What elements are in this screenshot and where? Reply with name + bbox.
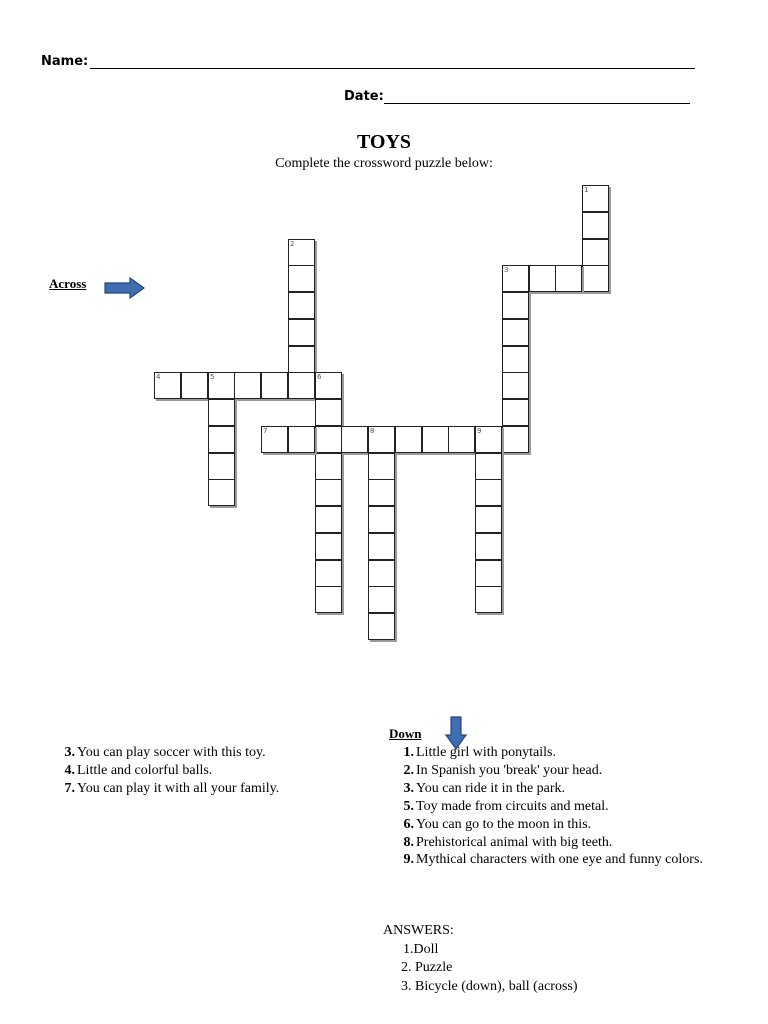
- clue-text: You can play it with all your family.: [77, 780, 280, 796]
- clue-item: [399, 816, 739, 834]
- instructions: Complete the crossword puzzle below:: [275, 156, 493, 171]
- crossword-cell[interactable]: [181, 372, 208, 399]
- crossword-cell[interactable]: [475, 586, 502, 613]
- clue-item: [399, 834, 739, 852]
- answers-heading: ANSWERS:: [383, 923, 454, 938]
- answer-item: 3. Bicycle (down), ball (across): [401, 978, 578, 994]
- clue-text: You can ride it in the park.: [416, 780, 566, 796]
- crossword-cell[interactable]: [475, 426, 502, 453]
- crossword-cell[interactable]: [315, 560, 342, 587]
- crossword-cell[interactable]: [341, 426, 368, 453]
- date-label: Date:: [344, 89, 384, 104]
- clue-number-label: 7: [263, 427, 268, 435]
- crossword-cell[interactable]: [368, 533, 395, 560]
- crossword-cell[interactable]: [475, 560, 502, 587]
- crossword-cell[interactable]: [208, 426, 235, 453]
- clue-item: [399, 851, 739, 869]
- crossword-cell[interactable]: [288, 292, 315, 319]
- crossword-cell[interactable]: [288, 319, 315, 346]
- clue-text: Little girl with ponytails.: [416, 745, 556, 760]
- crossword-cell[interactable]: [475, 479, 502, 506]
- down-clue-list: [399, 744, 739, 869]
- crossword-cell[interactable]: [315, 506, 342, 533]
- crossword-cell[interactable]: [154, 372, 181, 399]
- clue-number-label: 6: [317, 373, 322, 381]
- clue-text: Mythical characters with one eye and funny colors.: [416, 852, 703, 868]
- crossword-cell[interactable]: [368, 613, 395, 640]
- crossword-cell[interactable]: [582, 239, 609, 266]
- crossword-cell[interactable]: [288, 239, 315, 266]
- crossword-cell[interactable]: [368, 560, 395, 587]
- crossword-cell[interactable]: [368, 426, 395, 453]
- clue-number: 7.: [64, 780, 75, 796]
- crossword-cell[interactable]: [502, 265, 529, 292]
- clue-number: 1.: [403, 745, 414, 760]
- clue-text: You can go to the moon in this.: [416, 816, 592, 832]
- crossword-cell[interactable]: [502, 426, 529, 453]
- crossword-cell[interactable]: [288, 426, 315, 453]
- crossword-cell[interactable]: [288, 346, 315, 373]
- crossword-cell[interactable]: [555, 265, 582, 292]
- clue-number-label: 1: [584, 186, 589, 194]
- crossword-cell[interactable]: [315, 426, 342, 453]
- crossword-cell[interactable]: [395, 426, 422, 453]
- crossword-cell[interactable]: [448, 426, 475, 453]
- crossword-cell[interactable]: [315, 372, 342, 399]
- crossword-cell[interactable]: [288, 265, 315, 292]
- clue-number: 3.: [64, 745, 75, 760]
- clue-number: 4.: [64, 762, 75, 778]
- right-arrow-icon: [104, 277, 146, 299]
- crossword-cell[interactable]: [582, 265, 609, 292]
- clue-number: 6.: [403, 816, 414, 832]
- crossword-cell[interactable]: [234, 372, 261, 399]
- crossword-cell[interactable]: [475, 453, 502, 480]
- crossword-cell[interactable]: [208, 372, 235, 399]
- answer-item: 2. Puzzle: [401, 960, 453, 975]
- crossword-cell[interactable]: [368, 506, 395, 533]
- crossword-cell[interactable]: [502, 319, 529, 346]
- crossword-cell[interactable]: [288, 372, 315, 399]
- name-label: Name:: [41, 54, 89, 69]
- clue-item: [60, 762, 285, 780]
- clue-text: Toy made from circuits and metal.: [416, 798, 609, 814]
- clue-number: 2.: [403, 762, 414, 778]
- crossword-cell[interactable]: [582, 185, 609, 212]
- clue-item: [399, 780, 739, 798]
- crossword-cell[interactable]: [208, 399, 235, 426]
- clue-number: 3.: [403, 780, 414, 796]
- down-label: Down: [389, 726, 422, 741]
- clue-number-label: 8: [370, 427, 375, 435]
- clue-text: Little and colorful balls.: [77, 762, 213, 778]
- crossword-cell[interactable]: [261, 372, 288, 399]
- crossword-cell[interactable]: [475, 506, 502, 533]
- crossword-cell[interactable]: [315, 453, 342, 480]
- clue-text: In Spanish you 'break' your head.: [416, 762, 603, 778]
- crossword-cell[interactable]: [315, 533, 342, 560]
- clue-item: [399, 744, 739, 762]
- clue-number-label: 4: [156, 373, 161, 381]
- crossword-cell[interactable]: [475, 533, 502, 560]
- crossword-cell[interactable]: [502, 292, 529, 319]
- crossword-cell[interactable]: [368, 453, 395, 480]
- crossword-cell[interactable]: [315, 586, 342, 613]
- clue-number-label: 2: [290, 240, 295, 248]
- clue-number: 8.: [403, 834, 414, 850]
- crossword-cell[interactable]: [208, 479, 235, 506]
- clue-number: 5.: [403, 798, 414, 814]
- clue-number-label: 9: [477, 427, 482, 435]
- crossword-cell[interactable]: [529, 265, 556, 292]
- across-clue-list: [60, 744, 285, 798]
- crossword-cell[interactable]: [315, 399, 342, 426]
- clue-text: Prehistorical animal with big teeth.: [416, 834, 613, 850]
- clue-item: [399, 798, 739, 816]
- crossword-cell[interactable]: [502, 372, 529, 399]
- crossword-cell[interactable]: [368, 586, 395, 613]
- clue-item: [60, 780, 285, 798]
- crossword-cell[interactable]: [368, 479, 395, 506]
- crossword-cell[interactable]: [261, 426, 288, 453]
- across-label: Across: [49, 276, 87, 291]
- crossword-cell[interactable]: [208, 453, 235, 480]
- clue-number: 9.: [403, 852, 414, 868]
- clue-item: [60, 744, 285, 762]
- answers-section: [383, 922, 578, 996]
- crossword-cell[interactable]: [315, 479, 342, 506]
- clue-text: You can play soccer with this toy.: [77, 745, 266, 760]
- clue-number-label: 5: [210, 373, 215, 381]
- clue-number-label: 3: [504, 266, 509, 274]
- answer-item: 1.Doll: [403, 941, 439, 957]
- crossword-cell[interactable]: [582, 212, 609, 239]
- crossword-cell[interactable]: [422, 426, 449, 453]
- page-title: TOYS: [356, 131, 412, 153]
- crossword-cell[interactable]: [502, 399, 529, 426]
- clue-item: [399, 762, 739, 780]
- crossword-cell[interactable]: [502, 346, 529, 373]
